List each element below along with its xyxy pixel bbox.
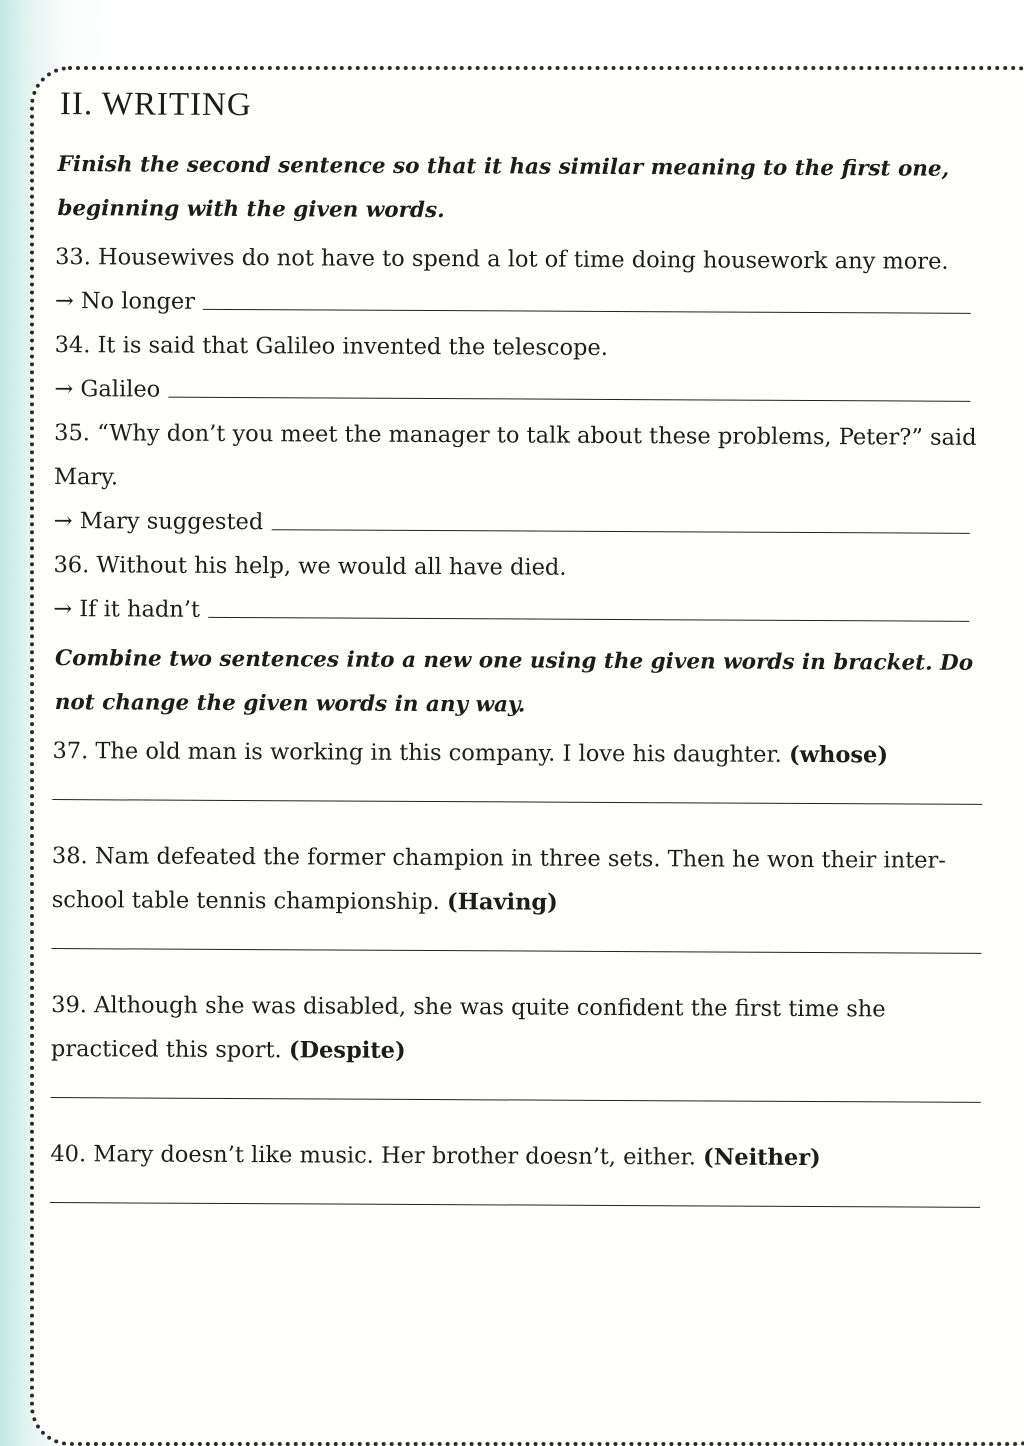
- answer-prompt: → If it hadn’t: [53, 596, 201, 623]
- answer-36[interactable]: [53, 587, 993, 636]
- question-33: 33. Housewives do not have to spend a lot of time doing housework any more.: [55, 244, 949, 275]
- question-text: 39. Although she was disabled, she was quite confident the first time she practiced this sport.: [50, 992, 886, 1064]
- answer-line[interactable]: [203, 309, 971, 314]
- answer-line-39[interactable]: [51, 1097, 981, 1103]
- question-37: [52, 729, 992, 778]
- section-title: II. WRITING: [59, 86, 252, 124]
- part1-instruction: Finish the second sentence so that it has similar meaning to the first one, beginning with the given words.: [57, 152, 950, 224]
- answer-prompt: → No longer: [54, 288, 196, 315]
- answer-line[interactable]: [168, 397, 970, 402]
- question-text: 38. Nam defeated the former champion in three sets. Then he won their inter-school table tennis championship.: [51, 843, 946, 916]
- question-text: 37. The old man is working in this company. I love his daughter.: [52, 738, 782, 768]
- answer-line[interactable]: [208, 617, 969, 622]
- keyword: (Neither): [703, 1144, 821, 1172]
- question-40: [50, 1132, 990, 1181]
- part2-instruction: Combine two sentences into a new one using the given words in bracket. Do not change the given words in any way.: [54, 646, 974, 718]
- answer-line-38[interactable]: [51, 948, 981, 954]
- question-34: 34. It is said that Galileo invented the telescope.: [54, 332, 609, 361]
- worksheet-content: [40, 86, 996, 1242]
- question-36: 36. Without his help, we would all have died.: [53, 552, 567, 581]
- question-39: [51, 983, 991, 1076]
- answer-33[interactable]: [55, 279, 995, 328]
- question-38: [52, 834, 992, 927]
- question-35: 35. “Why don’t you meet the manager to talk about these problems, Peter?” said Mary.: [53, 420, 977, 491]
- answer-line-40[interactable]: [50, 1202, 980, 1208]
- answer-line-37[interactable]: [52, 799, 982, 805]
- answer-prompt: → Mary suggested: [53, 508, 264, 536]
- keyword: (Despite): [288, 1037, 406, 1064]
- answer-line[interactable]: [271, 529, 969, 534]
- question-text: 40. Mary doesn’t like music. Her brother doesn’t, either.: [50, 1141, 696, 1171]
- answer-prompt: → Galileo: [54, 376, 161, 403]
- keyword: (whose): [788, 741, 889, 769]
- answer-34[interactable]: [54, 367, 994, 416]
- answer-35[interactable]: [54, 499, 994, 548]
- keyword: (Having): [446, 889, 558, 916]
